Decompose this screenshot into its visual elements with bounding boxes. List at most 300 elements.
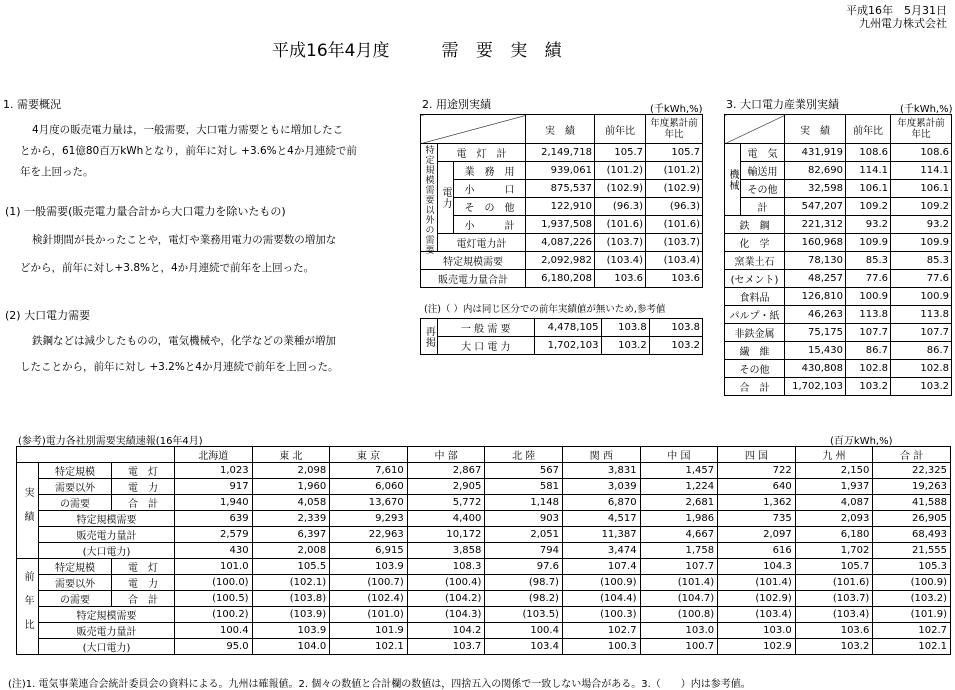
value-cell: (96.3): [595, 198, 646, 216]
reference-row: [17, 495, 951, 511]
value-cell: 105.7: [795, 559, 873, 575]
row-label: 電 力: [112, 575, 175, 591]
value-cell: 86.7: [891, 342, 952, 360]
value-cell: 6,180: [795, 527, 873, 543]
group-label: 特定規模: [39, 463, 112, 479]
value-cell: 4,667: [640, 527, 718, 543]
value-cell: 6,870: [562, 495, 640, 511]
reprint-table: [420, 318, 703, 355]
value-cell: 2,579: [175, 527, 253, 543]
value-cell: (103.7): [646, 234, 703, 252]
reference-row: [17, 511, 951, 527]
section-3-unit: (千kWh,%): [900, 104, 953, 115]
value-cell: 122,910: [526, 198, 595, 216]
value-cell: (103.4): [718, 607, 796, 623]
value-cell: 106.1: [846, 180, 891, 198]
industry-corner: [725, 115, 785, 144]
value-cell: (104.4): [562, 591, 640, 607]
value-cell: 431,919: [785, 144, 846, 162]
value-cell: 1,937: [795, 479, 873, 495]
value-cell: 108.3: [407, 559, 485, 575]
value-cell: 22,963: [330, 527, 408, 543]
reference-header-row: [17, 447, 951, 463]
value-cell: (101.9): [873, 607, 951, 623]
value-cell: 917: [175, 479, 253, 495]
value-cell: 5,772: [407, 495, 485, 511]
value-cell: 32,598: [785, 180, 846, 198]
value-cell: 105.3: [873, 559, 951, 575]
value-cell: 547,207: [785, 198, 846, 216]
value-cell: 103.8: [601, 319, 649, 337]
page-title: [272, 36, 568, 61]
row-label: 特定規模需要: [421, 252, 526, 270]
value-cell: 113.8: [891, 306, 952, 324]
company-header: 四 国: [718, 447, 796, 463]
row-label: 鉄 鋼: [725, 216, 785, 234]
value-cell: 581: [485, 479, 563, 495]
value-cell: 2,905: [407, 479, 485, 495]
company-header: 北海道: [175, 447, 253, 463]
row-label: 電 灯 計: [438, 144, 526, 162]
value-cell: 108.6: [891, 144, 952, 162]
value-cell: (100.7): [330, 575, 408, 591]
value-cell: 3,831: [562, 463, 640, 479]
value-cell: (100.9): [873, 575, 951, 591]
value-cell: (101.4): [640, 575, 718, 591]
value-cell: (102.9): [718, 591, 796, 607]
value-cell: 103.2: [649, 337, 702, 355]
value-cell: 103.2: [795, 639, 873, 655]
value-cell: (101.0): [330, 607, 408, 623]
value-cell: 1,758: [640, 543, 718, 559]
company-name: 九州電力株式会社: [859, 17, 947, 30]
value-cell: 103.0: [718, 623, 796, 639]
value-cell: 1,148: [485, 495, 563, 511]
value-cell: 102.8: [846, 360, 891, 378]
value-cell: 103.2: [846, 378, 891, 396]
row-label: 合 計: [112, 591, 175, 607]
company-header: 九 州: [795, 447, 873, 463]
value-cell: 103.4: [485, 639, 563, 655]
value-cell: 102.1: [330, 639, 408, 655]
value-cell: 22,325: [873, 463, 951, 479]
group-label: の需要: [39, 591, 112, 607]
value-cell: 102.8: [891, 360, 952, 378]
value-cell: 107.7: [640, 559, 718, 575]
company-header: 関 西: [562, 447, 640, 463]
row-label: パルプ・紙: [725, 306, 785, 324]
value-cell: (103.4): [595, 252, 646, 270]
row-label: 輸送用: [741, 162, 785, 180]
para-line: したことから，前年に対し +3.2%と4か月連続で前年を上回った。: [20, 361, 339, 373]
value-cell: 107.7: [846, 324, 891, 342]
row-label: 小 口: [454, 180, 526, 198]
value-cell: 21,555: [873, 543, 951, 559]
value-cell: 82,690: [785, 162, 846, 180]
section-1a-heading: (1) 一般需要(販売電力量合計から大口電力を除いたもの): [5, 205, 286, 218]
value-cell: 103.2: [891, 378, 952, 396]
value-cell: (102.4): [330, 591, 408, 607]
value-cell: (103.5): [485, 607, 563, 623]
usage-side-label: 特定規模需要以外の需要: [421, 144, 438, 252]
value-cell: 126,810: [785, 288, 846, 306]
value-cell: 2,051: [485, 527, 563, 543]
value-cell: 77.6: [846, 270, 891, 288]
row-label: 計: [741, 198, 785, 216]
value-cell: 102.1: [873, 639, 951, 655]
value-cell: (104.2): [407, 591, 485, 607]
value-cell: 105.7: [595, 144, 646, 162]
value-cell: 103.9: [330, 559, 408, 575]
row-label: 電 気: [741, 144, 785, 162]
value-cell: 875,537: [526, 180, 595, 198]
value-cell: 102.7: [873, 623, 951, 639]
value-cell: 103.2: [601, 337, 649, 355]
power-side-label: 電力: [438, 162, 454, 234]
value-cell: 103.6: [795, 623, 873, 639]
value-cell: 102.9: [718, 639, 796, 655]
value-cell: 104.0: [252, 639, 330, 655]
row-label: 繊 維: [725, 342, 785, 360]
value-cell: 86.7: [846, 342, 891, 360]
value-cell: 93.2: [891, 216, 952, 234]
value-cell: 3,039: [562, 479, 640, 495]
value-cell: (103.2): [873, 591, 951, 607]
value-cell: (96.3): [646, 198, 703, 216]
group-label: の需要: [39, 495, 112, 511]
value-cell: (102.1): [252, 575, 330, 591]
footnote: (注)1. 電気事業連合会統計委員会の資料による。九州は確報値。2. 個々の数値と合計欄の数値は，四捨五入の関係で一致しない場合がある。3.（ ）内は参考値。: [8, 679, 751, 690]
reference-row: [17, 639, 951, 655]
value-cell: (100.9): [562, 575, 640, 591]
value-cell: 2,008: [252, 543, 330, 559]
value-cell: (103.7): [795, 591, 873, 607]
value-cell: 1,702,103: [534, 337, 601, 355]
value-cell: 2,093: [795, 511, 873, 527]
value-cell: (100.2): [175, 607, 253, 623]
value-cell: (103.4): [795, 607, 873, 623]
section-2-unit: (千kWh,%): [650, 104, 703, 115]
reference-row: [17, 575, 951, 591]
reference-heading: (参考)電力各社別需要実績速報(16年4月): [18, 436, 203, 447]
usage-note: (注)（ ）内は同じ区分での前年実績値が無いため,参考値: [424, 304, 666, 315]
reprint-label: 再掲: [421, 319, 438, 355]
value-cell: 2,097: [718, 527, 796, 543]
row-label: 電 灯: [112, 559, 175, 575]
value-cell: 4,087: [795, 495, 873, 511]
value-cell: 103.7: [407, 639, 485, 655]
value-cell: 1,362: [718, 495, 796, 511]
value-cell: 109.9: [891, 234, 952, 252]
value-cell: 114.1: [846, 162, 891, 180]
value-cell: 75,175: [785, 324, 846, 342]
value-cell: (100.8): [640, 607, 718, 623]
value-cell: 4,517: [562, 511, 640, 527]
group-label: 特定規模: [39, 559, 112, 575]
company-header: 中 国: [640, 447, 718, 463]
value-cell: (101.6): [646, 216, 703, 234]
value-cell: 93.2: [846, 216, 891, 234]
value-cell: 11,387: [562, 527, 640, 543]
value-cell: 85.3: [891, 252, 952, 270]
section-1b-heading: (2) 大口電力需要: [5, 309, 91, 322]
group-label: 需要以外: [39, 479, 112, 495]
reference-row: [17, 479, 951, 495]
value-cell: (104.3): [407, 607, 485, 623]
row-label: 化 学: [725, 234, 785, 252]
value-cell: 4,478,105: [534, 319, 601, 337]
value-cell: 903: [485, 511, 563, 527]
value-cell: 939,061: [526, 162, 595, 180]
value-cell: (101.6): [795, 575, 873, 591]
row-label: 一 般 需 要: [437, 319, 534, 337]
value-cell: 2,149,718: [526, 144, 595, 162]
usage-table: [420, 114, 703, 288]
value-cell: 1,702: [795, 543, 873, 559]
value-cell: 26,905: [873, 511, 951, 527]
row-label: 電 力: [112, 479, 175, 495]
col-yoy: 前年比: [846, 115, 891, 144]
value-cell: 160,968: [785, 234, 846, 252]
reference-corner: [17, 447, 175, 463]
company-header: 合 計: [873, 447, 951, 463]
value-cell: 221,312: [785, 216, 846, 234]
value-cell: 101.0: [175, 559, 253, 575]
value-cell: 100.4: [175, 623, 253, 639]
section-2-heading: 2. 用途別実績: [422, 98, 491, 111]
reference-row: [17, 543, 951, 559]
value-cell: 109.9: [846, 234, 891, 252]
value-cell: 1,940: [175, 495, 253, 511]
value-cell: 1,457: [640, 463, 718, 479]
report-date: 平成16年 5月31日: [846, 4, 947, 17]
value-cell: 114.1: [891, 162, 952, 180]
value-cell: 103.9: [252, 623, 330, 639]
para-line: 検針期間が長かったことや，電灯や業務用電力の需要数の増加な: [32, 234, 337, 246]
value-cell: (104.7): [640, 591, 718, 607]
value-cell: 107.4: [562, 559, 640, 575]
reference-unit: (百万kWh,%): [830, 436, 893, 447]
usage-corner: [421, 115, 526, 144]
value-cell: 103.6: [595, 270, 646, 288]
reference-row: [17, 591, 951, 607]
row-label: そ の 他: [454, 198, 526, 216]
value-cell: 19,263: [873, 479, 951, 495]
value-cell: 109.2: [891, 198, 952, 216]
para-line: 鉄鋼などは減少したものの，電気機械や，化学などの業種が増加: [32, 335, 336, 347]
col-cum: 年度累計前年比: [891, 115, 952, 144]
value-cell: 10,172: [407, 527, 485, 543]
title-period: 平成16年4月度: [272, 41, 390, 61]
value-cell: (100.5): [175, 591, 253, 607]
value-cell: 430: [175, 543, 253, 559]
value-cell: 78,130: [785, 252, 846, 270]
value-cell: 6,180,208: [526, 270, 595, 288]
value-cell: 100.7: [640, 639, 718, 655]
value-cell: (101.2): [646, 162, 703, 180]
value-cell: 100.9: [891, 288, 952, 306]
col-actual: 実 績: [785, 115, 846, 144]
value-cell: 2,681: [640, 495, 718, 511]
value-cell: 77.6: [891, 270, 952, 288]
value-cell: (98.7): [485, 575, 563, 591]
row-label: (セメント): [725, 270, 785, 288]
value-cell: (100.0): [175, 575, 253, 591]
value-cell: 794: [485, 543, 563, 559]
block-label: 実績: [17, 463, 39, 559]
value-cell: 430,808: [785, 360, 846, 378]
value-cell: (101.4): [718, 575, 796, 591]
value-cell: 3,474: [562, 543, 640, 559]
value-cell: 1,960: [252, 479, 330, 495]
value-cell: 100.9: [846, 288, 891, 306]
value-cell: 735: [718, 511, 796, 527]
value-cell: 109.2: [846, 198, 891, 216]
title-subject: 需 要 実 績: [441, 41, 568, 61]
value-cell: 9,293: [330, 511, 408, 527]
value-cell: 15,430: [785, 342, 846, 360]
value-cell: 3,858: [407, 543, 485, 559]
reference-row: [17, 559, 951, 575]
value-cell: 2,339: [252, 511, 330, 527]
value-cell: 104.3: [718, 559, 796, 575]
row-label: 特定規模需要: [39, 607, 175, 623]
value-cell: 102.7: [562, 623, 640, 639]
value-cell: 1,702,103: [785, 378, 846, 396]
value-cell: 1,937,508: [526, 216, 595, 234]
row-label: 食料品: [725, 288, 785, 306]
row-label: 合 計: [725, 378, 785, 396]
section-1-heading: 1. 需要概況: [3, 98, 61, 111]
row-label: 非鉄金属: [725, 324, 785, 342]
row-label: 特定規模需要: [39, 511, 175, 527]
value-cell: (100.4): [407, 575, 485, 591]
value-cell: (103.9): [252, 607, 330, 623]
value-cell: 108.6: [846, 144, 891, 162]
value-cell: 1,023: [175, 463, 253, 479]
value-cell: 103.0: [640, 623, 718, 639]
value-cell: 2,098: [252, 463, 330, 479]
value-cell: 100.4: [485, 623, 563, 639]
block-label: 前年比: [17, 559, 39, 655]
industry-table: [724, 114, 952, 396]
value-cell: (102.9): [646, 180, 703, 198]
row-label: 電 灯: [112, 463, 175, 479]
section-1-text: [20, 120, 357, 183]
value-cell: 95.0: [175, 639, 253, 655]
value-cell: 2,867: [407, 463, 485, 479]
value-cell: 640: [718, 479, 796, 495]
value-cell: 1,224: [640, 479, 718, 495]
value-cell: 2,150: [795, 463, 873, 479]
value-cell: 4,087,226: [526, 234, 595, 252]
para-line: 4月度の販売電力量は，一般需要，大口電力需要ともに増加したこ: [32, 124, 344, 136]
row-label: (大口電力): [39, 639, 175, 655]
section-1b-text: [20, 328, 339, 380]
value-cell: 639: [175, 511, 253, 527]
reference-row: [17, 463, 951, 479]
value-cell: 41,588: [873, 495, 951, 511]
row-label: 小 計: [454, 216, 526, 234]
para-line: とから，61億80百万kWhとなり，前年に対し +3.6%と4か月連続で前: [20, 145, 357, 157]
value-cell: (98.2): [485, 591, 563, 607]
row-label: 販売電力量計: [39, 527, 175, 543]
reference-row: [17, 527, 951, 543]
row-label: その他: [725, 360, 785, 378]
value-cell: 106.1: [891, 180, 952, 198]
value-cell: (102.9): [595, 180, 646, 198]
row-label: 窯業土石: [725, 252, 785, 270]
reference-row: [17, 623, 951, 639]
col-yoy: 前年比: [595, 115, 646, 144]
value-cell: 2,092,982: [526, 252, 595, 270]
value-cell: 567: [485, 463, 563, 479]
value-cell: 7,610: [330, 463, 408, 479]
row-label: その他: [741, 180, 785, 198]
row-label: 販売電力量合計: [421, 270, 526, 288]
para-line: どから，前年に対し+3.8%と，4か月連続で前年を上回った。: [20, 262, 315, 274]
row-label: 販売電力量計: [39, 623, 175, 639]
group-label: 需要以外: [39, 575, 112, 591]
para-line: 年を上回った。: [20, 166, 94, 178]
company-header: 東 京: [330, 447, 408, 463]
value-cell: 107.7: [891, 324, 952, 342]
value-cell: 616: [718, 543, 796, 559]
value-cell: 6,060: [330, 479, 408, 495]
value-cell: 100.3: [562, 639, 640, 655]
value-cell: (103.4): [646, 252, 703, 270]
value-cell: 4,400: [407, 511, 485, 527]
section-1a-text: [20, 226, 336, 282]
value-cell: 48,257: [785, 270, 846, 288]
company-header: 中 部: [407, 447, 485, 463]
company-header: 東 北: [252, 447, 330, 463]
value-cell: 105.7: [646, 144, 703, 162]
value-cell: 101.9: [330, 623, 408, 639]
company-header: 北 陸: [485, 447, 563, 463]
value-cell: (103.8): [252, 591, 330, 607]
row-label: 合 計: [112, 495, 175, 511]
value-cell: (103.7): [595, 234, 646, 252]
value-cell: (101.2): [595, 162, 646, 180]
section-3-heading: 3. 大口電力産業別実績: [726, 98, 839, 111]
value-cell: 6,915: [330, 543, 408, 559]
value-cell: 1,986: [640, 511, 718, 527]
value-cell: 85.3: [846, 252, 891, 270]
value-cell: (101.6): [595, 216, 646, 234]
machine-side-label: 機械: [725, 144, 741, 216]
value-cell: 68,493: [873, 527, 951, 543]
value-cell: 113.8: [846, 306, 891, 324]
row-label: (大口電力): [39, 543, 175, 559]
col-cum: 年度累計前年比: [646, 115, 703, 144]
value-cell: 105.5: [252, 559, 330, 575]
value-cell: 103.6: [646, 270, 703, 288]
reference-table: [16, 446, 951, 655]
value-cell: 103.8: [649, 319, 702, 337]
row-label: 大 口 電 力: [437, 337, 534, 355]
row-label: 電灯電力計: [438, 234, 526, 252]
value-cell: 97.6: [485, 559, 563, 575]
value-cell: 104.2: [407, 623, 485, 639]
value-cell: 6,397: [252, 527, 330, 543]
value-cell: 46,263: [785, 306, 846, 324]
reference-row: [17, 607, 951, 623]
value-cell: 722: [718, 463, 796, 479]
row-label: 業 務 用: [454, 162, 526, 180]
value-cell: 4,058: [252, 495, 330, 511]
value-cell: (100.3): [562, 607, 640, 623]
